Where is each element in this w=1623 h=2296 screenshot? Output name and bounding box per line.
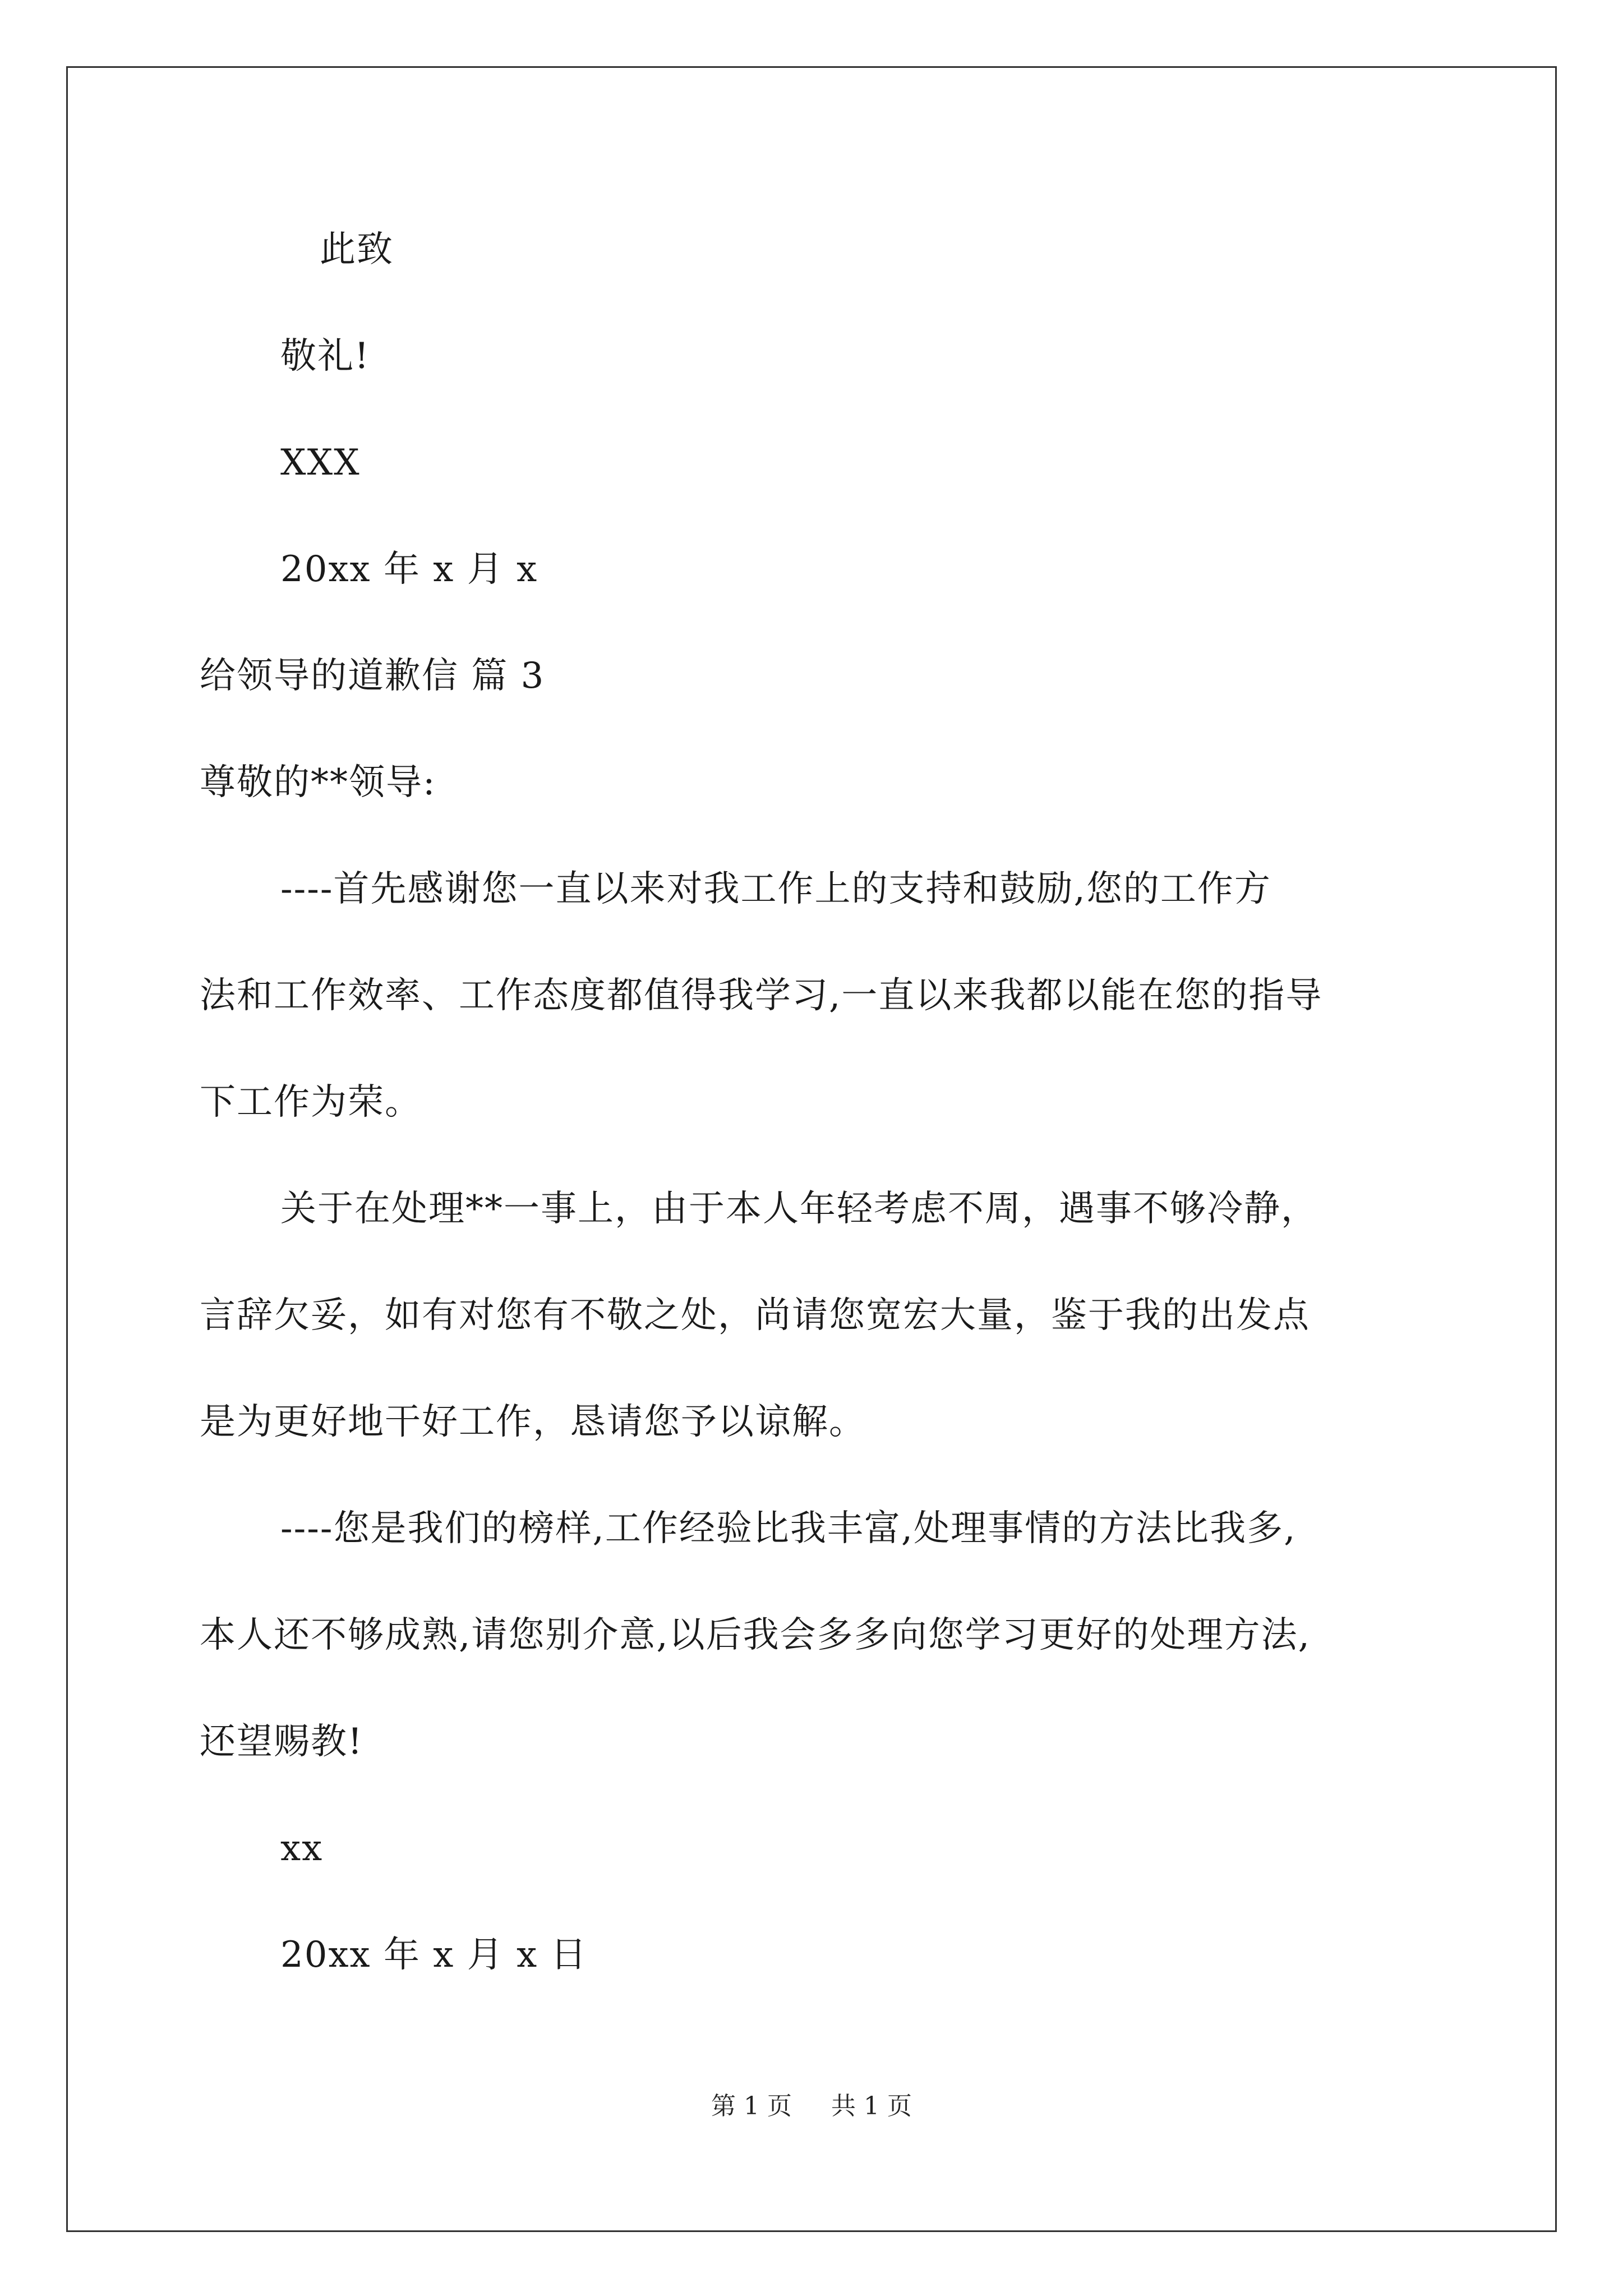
body-line: 本人还不够成熟,请您别介意,以后我会多多向您学习更好的处理方法, bbox=[200, 1614, 1311, 1656]
total-pages: 共 1 页 bbox=[831, 2092, 912, 2120]
section-title: 给领导的道歉信 篇 3 bbox=[200, 655, 545, 697]
body-line: 言辞欠妥，如有对您有不敬之处，尚请您宽宏大量，鉴于我的出发点 bbox=[200, 1295, 1310, 1336]
page-number: 第 1 页 bbox=[711, 2092, 792, 2120]
letter-signature: xx bbox=[280, 1828, 324, 1869]
body-line: ----首先感谢您一直以来对我工作上的支持和鼓励,您的工作方 bbox=[280, 868, 1271, 910]
body-line: 还望赐教! bbox=[200, 1721, 363, 1763]
letter-greeting: 尊敬的**领导: bbox=[200, 762, 436, 803]
page-footer bbox=[0, 2090, 1623, 2123]
closing-regards: 敬礼! bbox=[280, 335, 370, 377]
page-frame bbox=[66, 66, 1557, 2232]
closing-date: 20xx 年 x 月 x bbox=[280, 549, 538, 590]
body-line: 关于在处理**一事上，由于本人年轻考虑不周，遇事不够冷静， bbox=[280, 1188, 1318, 1230]
body-line: 下工作为荣。 bbox=[200, 1082, 422, 1123]
body-line: 法和工作效率、工作态度都值得我学习,一直以来我都以能在您的指导 bbox=[200, 975, 1323, 1016]
body-line: 是为更好地干好工作，恳请您予以谅解。 bbox=[200, 1401, 866, 1443]
closing-signature: XXX bbox=[280, 442, 361, 484]
letter-date: 20xx 年 x 月 x 日 bbox=[280, 1934, 588, 1976]
closing-salutation: 此致 bbox=[320, 229, 394, 270]
body-line: ----您是我们的榜样,工作经验比我丰富,处理事情的方法比我多, bbox=[280, 1508, 1297, 1549]
